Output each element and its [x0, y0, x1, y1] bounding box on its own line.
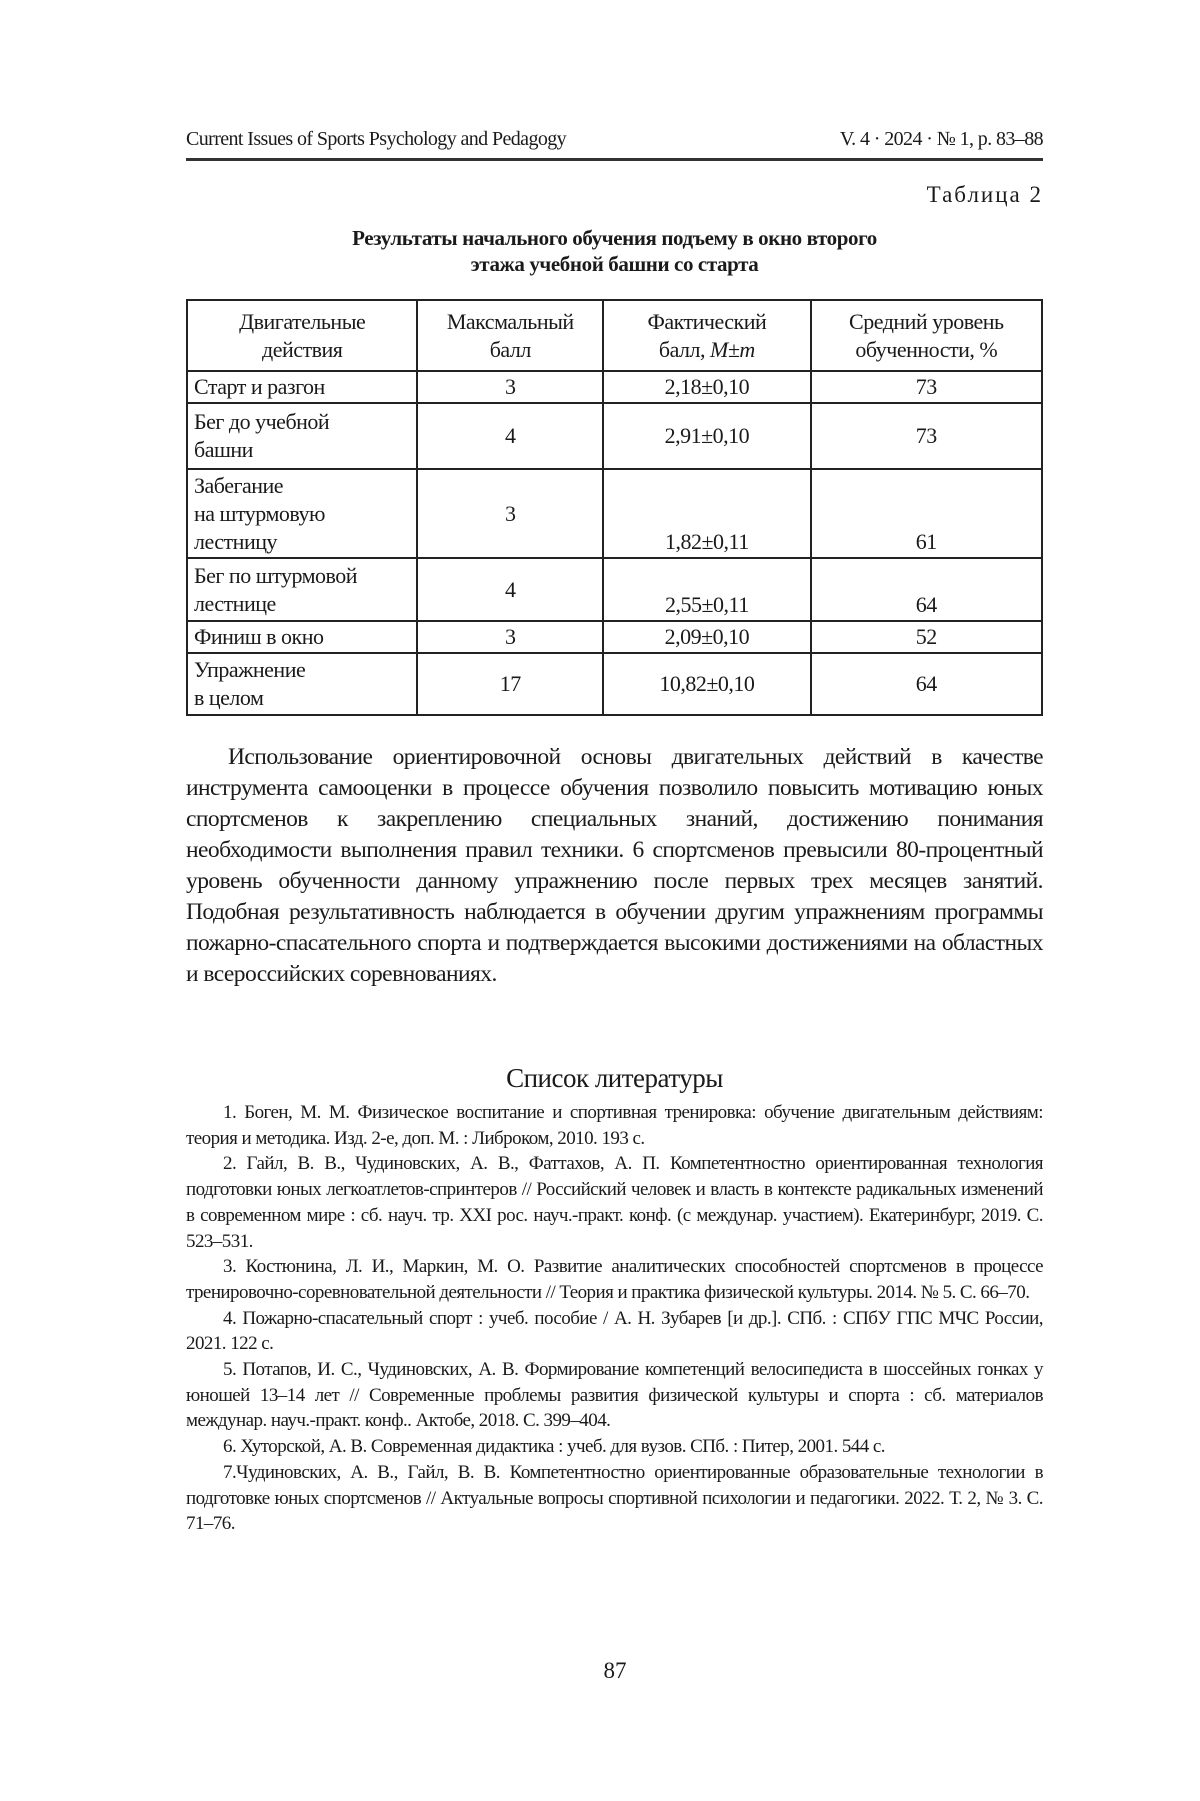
- reference-item: 4. Пожарно-спасательный спорт : учеб. пособие / А. Н. Зубарев [и др.]. СПб. : СПбУ ГПС МЧС России, 2021. 122 с.: [186, 1306, 1043, 1357]
- table-title-line: Результаты начального обучения подъему в окно второго: [186, 225, 1043, 251]
- body-paragraph: Использование ориентировочной основы двигательных действий в качестве инструмента самооценки в процессе обучения позволило повысить мотивацию юных спортсменов к закреплению специальных знаний, достижению понимания необходимости выполнения правил техники. 6 спортсменов превысили 80-процентный уровень обученности данному упражнению после первых трех месяцев занятий. Подобная результативность наблюдается в обучении другим упражнениям программы пожарно-спасательного спорта и подтверждается высокими достижениями на областных и всероссийских соревнованиях.: [186, 742, 1043, 990]
- issue-info: V. 4 · 2024 · № 1, p. 83–88: [840, 128, 1043, 151]
- page-number: 87: [0, 1658, 1200, 1684]
- header-actual-score: Фактический балл, M±m: [603, 300, 811, 371]
- cell-action: Бег до учебной башни: [187, 403, 417, 469]
- cell-max: 3: [417, 469, 603, 558]
- journal-title: Current Issues of Sports Psychology and Pedagogy: [186, 128, 566, 151]
- cell-max: 3: [417, 371, 603, 403]
- table-row: [187, 371, 1042, 403]
- reference-item: 2. Гайл, В. В., Чудиновских, А. В., Фаттахов, А. П. Компетентностно ориентированная технология подготовки юных легкоатлетов-спринтеров // Российский человек и власть в контексте радикальных изменений в современном мире : сб. науч. тр. XXI рос. науч.-практ. конф. (с междунар. участием). Екатеринбург, 2019. С. 523–531.: [186, 1151, 1043, 1254]
- cell-action: Забегание на штурмовую лестницу: [187, 469, 417, 558]
- table-title: [186, 225, 1043, 277]
- table-row: [187, 558, 1042, 621]
- cell-action: Старт и разгон: [187, 371, 417, 403]
- cell-action: Бег по штурмовой лестнице: [187, 558, 417, 621]
- reference-item: 3. Костюнина, Л. И., Маркин, М. О. Развитие аналитических способностей спортсменов в процессе тренировочно-соревновательной деятельности // Теория и практика физической культуры. 2014. № 5. С. 66–70.: [186, 1254, 1043, 1305]
- references-title: Список литературы: [186, 1063, 1043, 1094]
- results-table: [186, 299, 1043, 716]
- cell-level: 61: [811, 469, 1042, 558]
- cell-level: 64: [811, 558, 1042, 621]
- cell-fact: 2,09±0,10: [603, 621, 811, 653]
- table-row: [187, 469, 1042, 558]
- table-label: Таблица 2: [927, 182, 1043, 208]
- cell-max: 17: [417, 653, 603, 715]
- cell-action: Упражнение в целом: [187, 653, 417, 715]
- table-row: [187, 621, 1042, 653]
- reference-item: 7.Чудиновских, А. В., Гайл, В. В. Компетентностно ориентированные образовательные технологии в подготовке юных спортсменов // Актуальные вопросы спортивной психологии и педагогики. 2022. Т. 2, № 3. С. 71–76.: [186, 1460, 1043, 1537]
- table-row: [187, 403, 1042, 469]
- cell-level: 73: [811, 403, 1042, 469]
- cell-fact: 2,18±0,10: [603, 371, 811, 403]
- table-header-row: [187, 300, 1042, 371]
- cell-level: 73: [811, 371, 1042, 403]
- cell-fact: 1,82±0,11: [603, 469, 811, 558]
- table-row: [187, 653, 1042, 715]
- table-title-line: этажа учебной башни со старта: [186, 251, 1043, 277]
- cell-max: 4: [417, 558, 603, 621]
- cell-level: 52: [811, 621, 1042, 653]
- cell-max: 4: [417, 403, 603, 469]
- cell-fact: 2,55±0,11: [603, 558, 811, 621]
- cell-action: Финиш в окно: [187, 621, 417, 653]
- header-max-score: Максмальный балл: [417, 300, 603, 371]
- cell-fact: 2,91±0,10: [603, 403, 811, 469]
- header-actions: Двигательные действия: [187, 300, 417, 371]
- cell-level: 64: [811, 653, 1042, 715]
- reference-item: 6. Хуторской, А. В. Современная дидактика : учеб. для вузов. СПб. : Питер, 2001. 544 с.: [186, 1434, 1043, 1460]
- header-level: Средний уровень обученности, %: [811, 300, 1042, 371]
- cell-max: 3: [417, 621, 603, 653]
- references-list: [186, 1100, 1043, 1537]
- reference-item: 5. Потапов, И. С., Чудиновских, А. В. Формирование компетенций велосипедиста в шоссейных гонках у юношей 13–14 лет // Современные проблемы развития физической культуры и спорта : сб. материалов междунар. науч.-практ. конф.. Актобе, 2018. С. 399–404.: [186, 1357, 1043, 1434]
- running-header: [186, 128, 1043, 161]
- reference-item: 1. Боген, М. М. Физическое воспитание и спортивная тренировка: обучение двигательным действиям: теория и методика. Изд. 2-е, доп. М. : Либроком, 2010. 193 с.: [186, 1100, 1043, 1151]
- cell-fact: 10,82±0,10: [603, 653, 811, 715]
